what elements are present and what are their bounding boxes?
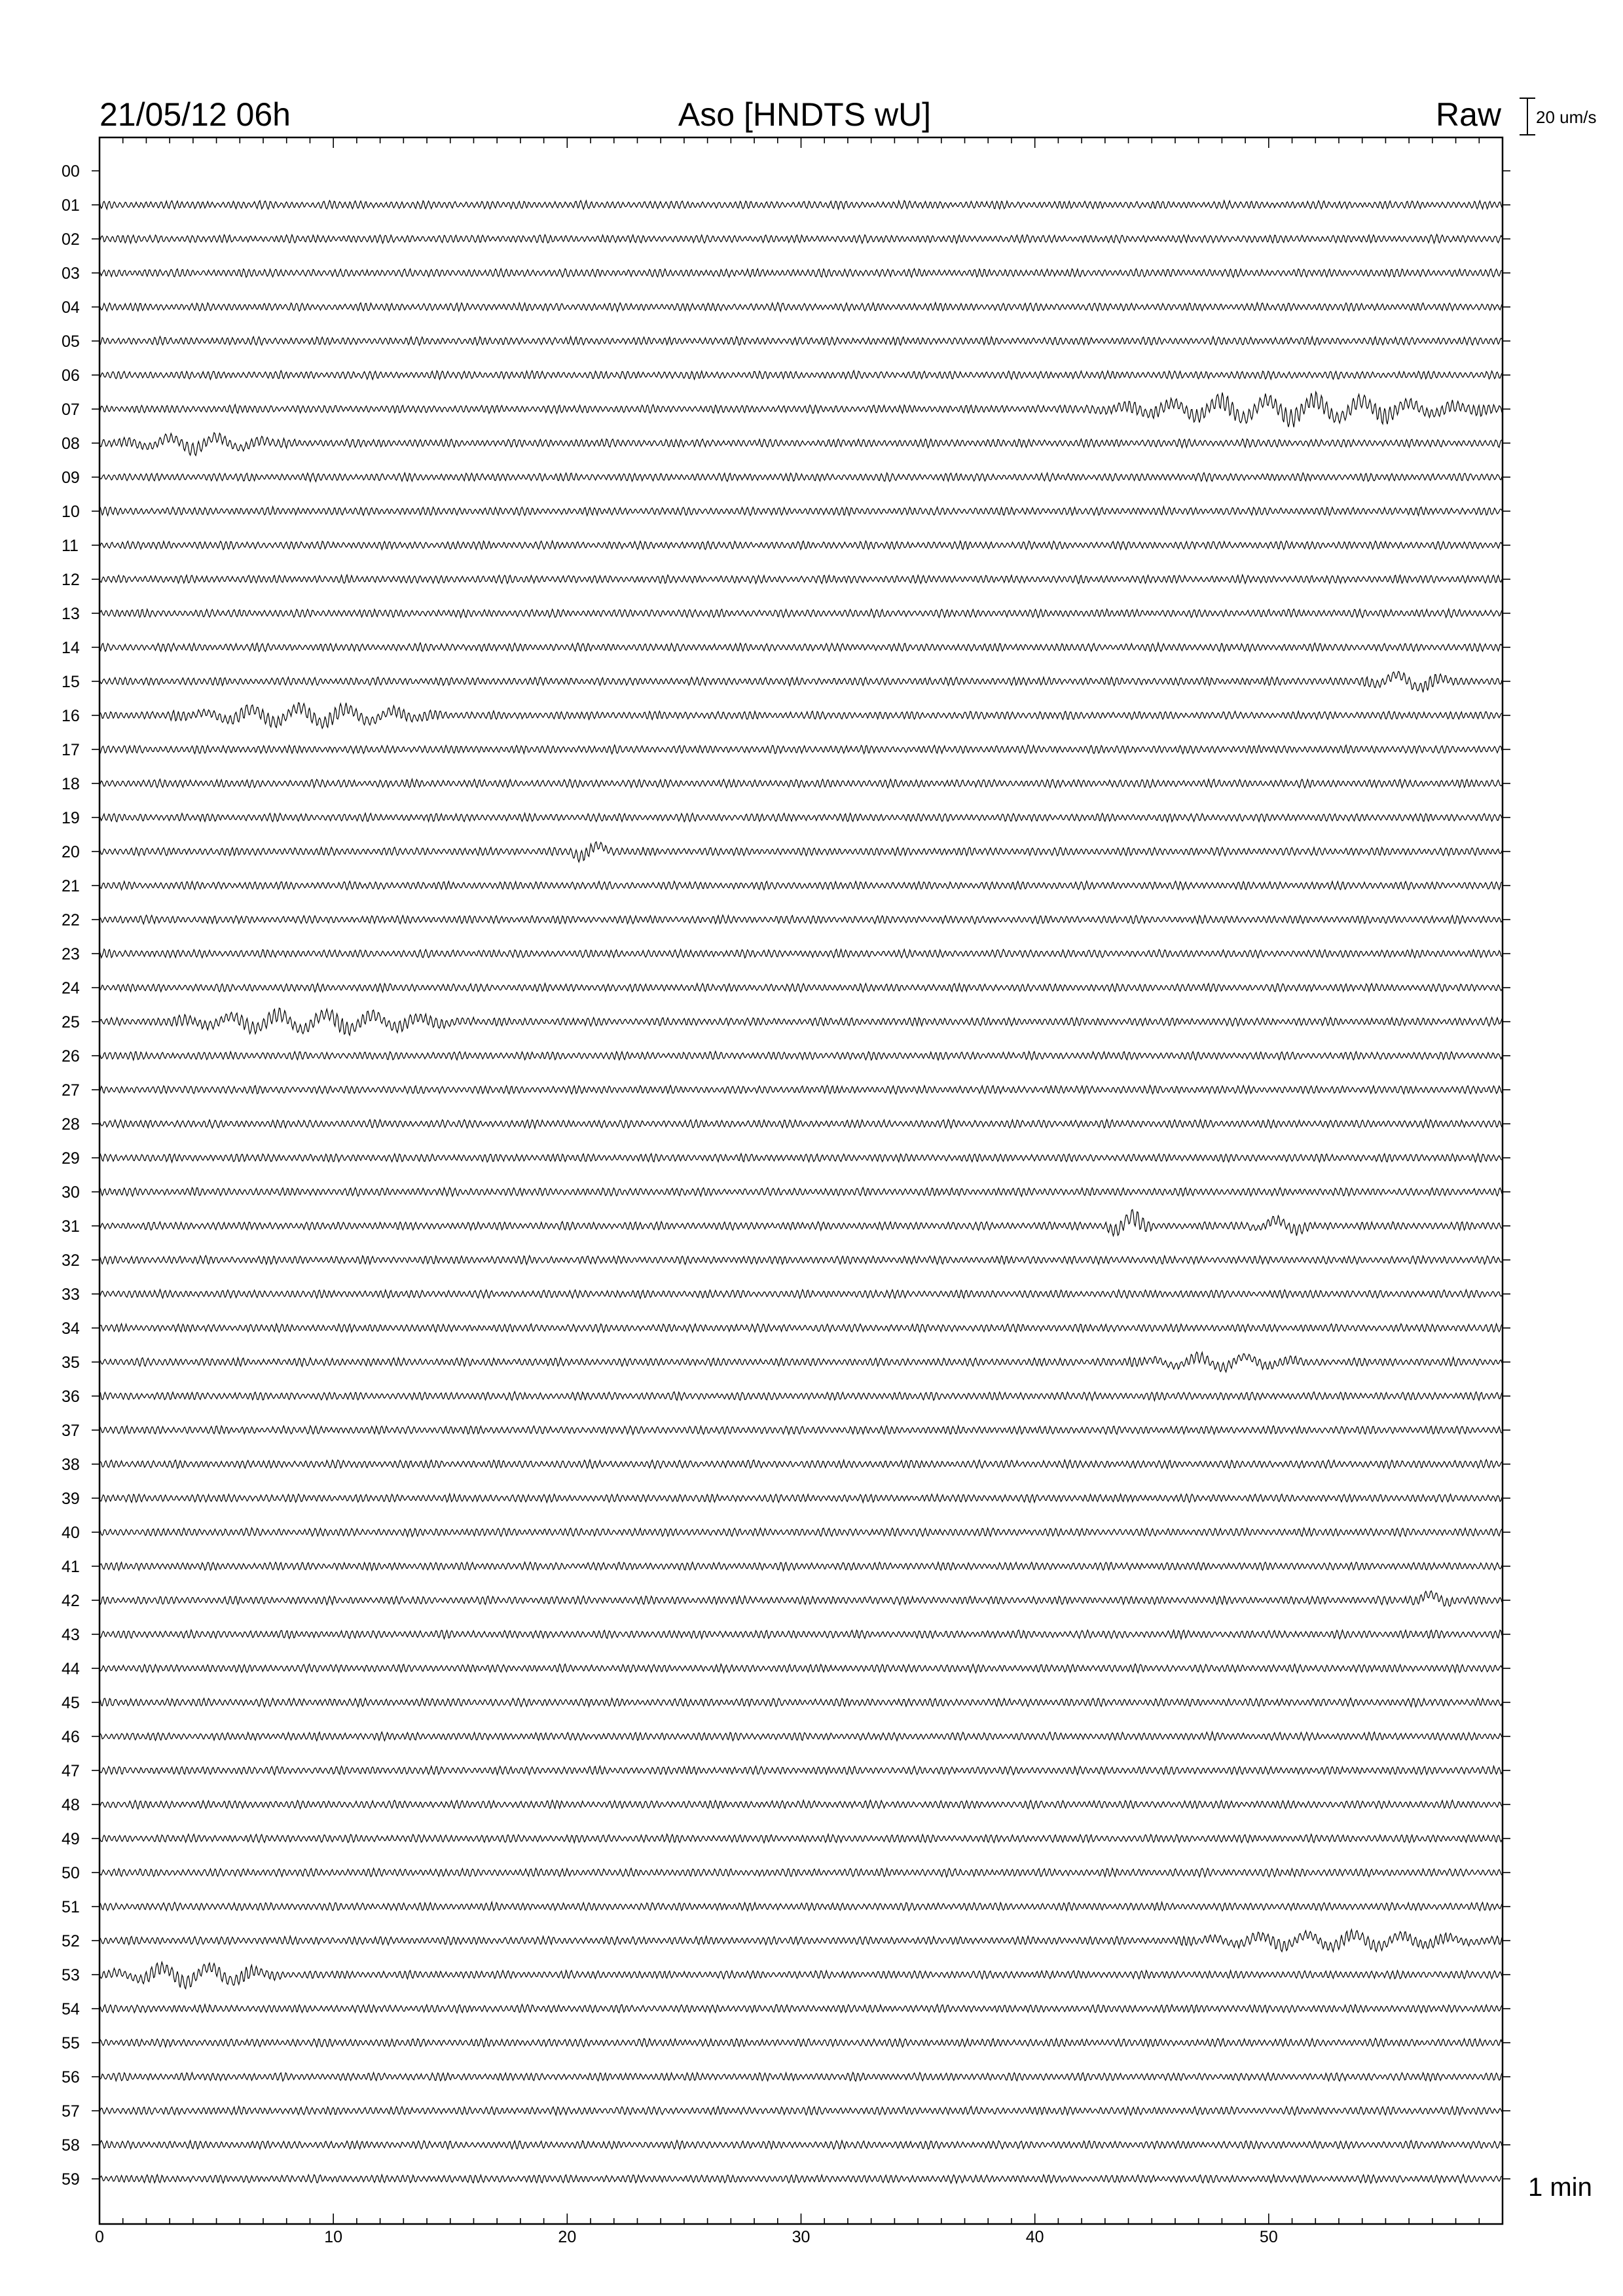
row-label: 54 [62,2000,80,2018]
mode-label: Raw [1435,96,1501,133]
row-label: 40 [62,1524,80,1542]
row-label: 34 [62,1319,80,1338]
row-label: 50 [62,1864,80,1882]
row-label: 11 [62,537,79,555]
row-label: 14 [62,639,80,657]
row-label: 13 [62,605,80,623]
row-label: 58 [62,2136,80,2155]
row-label: 27 [62,1081,80,1100]
trace-41 [100,1562,1502,1571]
trace-39 [100,1494,1502,1502]
row-label: 39 [62,1490,80,1508]
row-label: 33 [62,1285,80,1304]
x-tick-labels [95,2228,1278,2246]
trace-20 [100,842,1502,862]
amplitude-scale-label: 20 um/s [1536,107,1597,127]
row-label: 38 [62,1456,80,1474]
trace-31 [100,1210,1502,1236]
trace-23 [100,949,1502,958]
row-label: 42 [62,1592,80,1610]
tick-marks [92,137,1510,2224]
trace-58 [100,2140,1502,2149]
row-label: 24 [62,979,80,997]
row-label: 44 [62,1660,80,1678]
row-label: 15 [62,673,80,691]
row-label: 09 [62,469,80,487]
trace-15 [100,672,1502,692]
row-label: 21 [62,877,80,895]
row-label: 16 [62,707,80,725]
trace-54 [100,2005,1502,2013]
trace-17 [100,745,1502,754]
row-label: 04 [62,298,80,317]
trace-25 [100,1008,1502,1035]
trace-55 [100,2038,1502,2047]
trace-36 [100,1391,1502,1401]
trace-01 [100,200,1502,209]
trace-47 [100,1766,1502,1774]
row-label: 23 [62,945,80,963]
row-label: 47 [62,1762,80,1780]
row-label: 19 [62,809,80,827]
row-label: 25 [62,1013,80,1031]
trace-12 [100,575,1502,584]
trace-51 [100,1902,1502,1910]
row-label: 31 [62,1217,80,1236]
x-tick-label: 0 [95,2228,104,2246]
trace-52 [100,1929,1502,1952]
trace-40 [100,1528,1502,1536]
row-label: 22 [62,911,80,929]
row-label: 08 [62,435,80,453]
trace-14 [100,643,1502,651]
trace-28 [100,1120,1502,1128]
row-label: 01 [62,196,80,215]
amplitude-scale-bar [1520,98,1535,135]
trace-44 [100,1664,1502,1673]
row-label: 07 [62,401,80,419]
row-label: 18 [62,775,80,793]
trace-03 [100,269,1502,278]
x-unit-label: 1 min [1528,2173,1592,2202]
row-label: 52 [62,1932,80,1950]
trace-29 [100,1154,1502,1162]
trace-09 [100,473,1502,481]
trace-38 [100,1460,1502,1469]
trace-45 [100,1698,1502,1707]
date-hour-label: 21/05/12 06h [100,96,291,133]
trace-48 [100,1801,1502,1809]
trace-53 [100,1962,1502,1989]
row-label: 02 [62,230,80,249]
row-label: 41 [62,1558,80,1576]
row-label: 51 [62,1898,80,1916]
trace-04 [100,302,1502,312]
trace-56 [100,2072,1502,2081]
trace-21 [100,881,1502,889]
trace-13 [100,609,1502,617]
row-label: 32 [62,1251,80,1270]
row-label: 10 [62,503,80,521]
x-tick-label: 20 [558,2228,577,2246]
station-title: Aso [HNDTS wU] [678,96,932,133]
row-label: 59 [62,2170,80,2189]
trace-59 [100,2175,1502,2183]
trace-22 [100,915,1502,924]
x-tick-label: 10 [324,2228,343,2246]
trace-06 [100,370,1502,379]
row-label: 49 [62,1830,80,1848]
row-label: 05 [62,332,80,351]
x-tick-label: 40 [1025,2228,1044,2246]
trace-10 [100,507,1502,516]
row-label: 20 [62,843,80,861]
trace-49 [100,1834,1502,1842]
row-label: 17 [62,741,80,759]
plot-frame [100,137,1503,2224]
trace-35 [100,1352,1502,1372]
trace-42 [100,1591,1502,1607]
row-label: 00 [62,162,80,181]
trace-32 [100,1255,1502,1265]
row-label: 45 [62,1694,80,1712]
row-label: 48 [62,1796,80,1814]
row-label: 26 [62,1047,80,1066]
trace-50 [100,1869,1502,1877]
row-label: 03 [62,264,80,283]
trace-24 [100,984,1502,992]
row-label: 35 [62,1354,80,1372]
row-label: 30 [62,1183,80,1202]
trace-05 [100,336,1502,346]
trace-08 [100,433,1502,456]
x-tick-label: 50 [1259,2228,1278,2246]
row-label: 29 [62,1149,80,1168]
trace-46 [100,1732,1502,1741]
row-label: 56 [62,2068,80,2087]
trace-43 [100,1630,1502,1639]
trace-18 [100,779,1502,787]
trace-11 [100,541,1502,549]
trace-16 [100,703,1502,728]
row-labels [62,162,80,2189]
trace-02 [100,234,1502,243]
row-label: 53 [62,1966,80,1984]
trace-26 [100,1051,1502,1060]
trace-57 [100,2106,1502,2115]
row-label: 57 [62,2102,80,2121]
trace-19 [100,813,1502,821]
trace-37 [100,1426,1502,1435]
row-label: 46 [62,1728,80,1746]
trace-33 [100,1289,1502,1299]
row-label: 43 [62,1626,80,1644]
trace-34 [100,1324,1502,1333]
row-label: 37 [62,1422,80,1440]
traces [100,200,1502,2183]
trace-30 [100,1187,1502,1196]
trace-27 [100,1085,1502,1094]
row-label: 06 [62,367,80,385]
trace-07 [100,392,1502,427]
row-label: 55 [62,2034,80,2053]
x-tick-label: 30 [792,2228,811,2246]
row-label: 12 [62,571,80,589]
row-label: 28 [62,1115,80,1134]
row-label: 36 [62,1388,80,1406]
